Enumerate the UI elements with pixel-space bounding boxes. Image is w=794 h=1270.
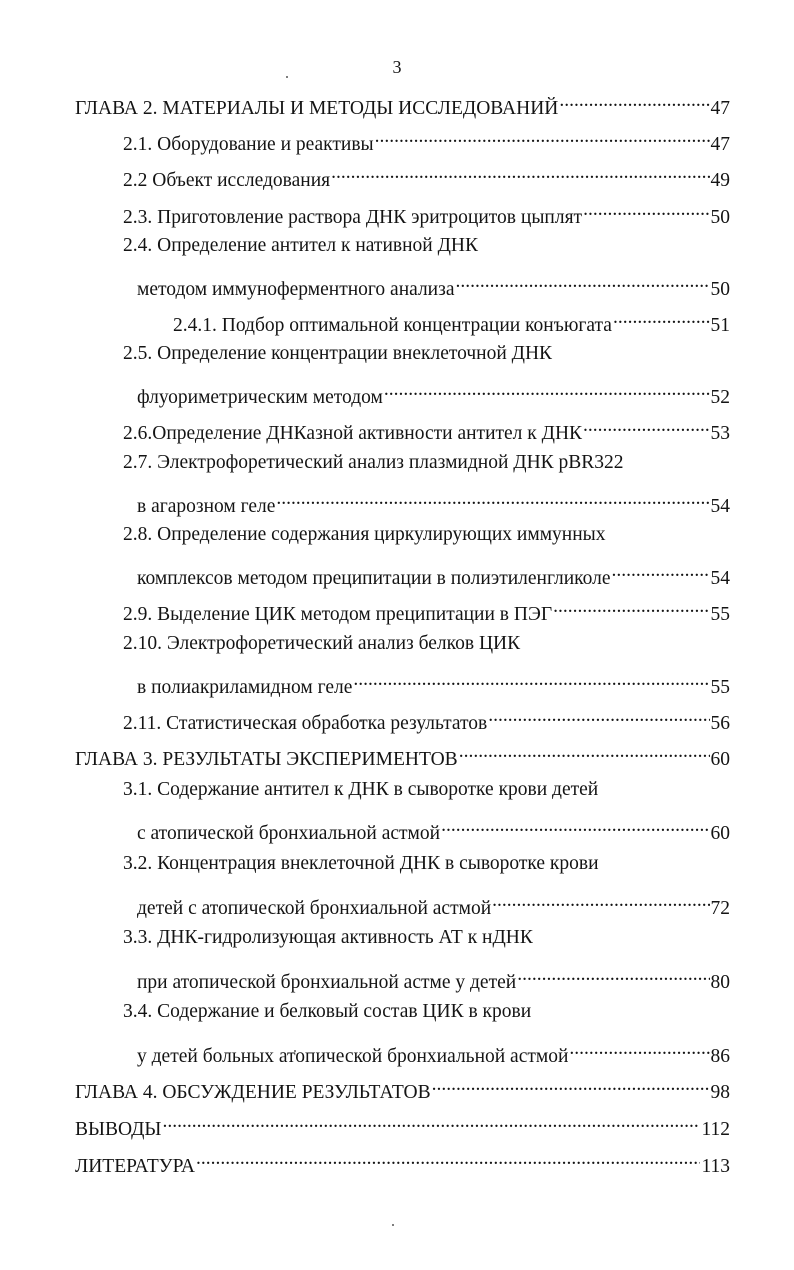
toc-entry-2-5[interactable] bbox=[137, 377, 730, 411]
dot-leader bbox=[162, 1109, 700, 1135]
toc-entry-page: 54 bbox=[710, 568, 730, 589]
dot-leader bbox=[331, 160, 709, 186]
toc-entry-page: 50 bbox=[710, 279, 730, 300]
toc-entry-page: 53 bbox=[710, 423, 730, 444]
toc-entry-page: 50 bbox=[710, 207, 730, 228]
toc-entry-2-4-1[interactable] bbox=[173, 305, 730, 339]
toc-entry-2-7[interactable] bbox=[137, 486, 730, 520]
toc-entry-page: 112 bbox=[701, 1119, 730, 1140]
dot-leader bbox=[613, 305, 710, 331]
toc-entry-chapter-3[interactable] bbox=[75, 739, 730, 773]
toc-entry-title: ГЛАВА 3. РЕЗУЛЬТАТЫ ЭКСПЕРИМЕНТОВ bbox=[75, 749, 458, 770]
toc-entry-2-9[interactable] bbox=[123, 594, 730, 628]
toc-entry-title: 2.1. Оборудование и реактивы bbox=[123, 134, 374, 155]
toc-entry-title: 2.9. Выделение ЦИК методом преципитации в ПЭГ bbox=[123, 604, 553, 625]
toc-entry-2-10-title[interactable]: 2.10. Электрофоретический анализ белков ЦИК bbox=[123, 633, 521, 654]
toc-entry-title: ЛИТЕРАТУРА bbox=[75, 1156, 195, 1177]
toc-entry-title: 2.3. Приготовление раствора ДНК эритроцитов цыплят bbox=[123, 207, 583, 228]
dot-leader bbox=[488, 703, 709, 729]
dot-leader bbox=[384, 377, 710, 403]
toc-entry-page: 113 bbox=[701, 1156, 730, 1177]
dot-leader bbox=[276, 486, 709, 512]
dot-leader bbox=[569, 1036, 709, 1062]
dot-leader bbox=[196, 1146, 700, 1172]
toc-entry-title: ВЫВОДЫ bbox=[75, 1119, 162, 1140]
toc-entry-3-1-title[interactable]: 3.1. Содержание антител к ДНК в сыворотке крови детей bbox=[123, 779, 599, 800]
toc-entry-2-1[interactable] bbox=[123, 124, 730, 158]
toc-entry-2-7-title[interactable]: 2.7. Электрофоретический анализ плазмидной ДНК pBR322 bbox=[123, 452, 624, 473]
toc-entry-2-6[interactable] bbox=[123, 413, 730, 447]
toc-entry-page: 51 bbox=[710, 315, 730, 336]
toc-entry-page: 55 bbox=[710, 604, 730, 625]
toc-entry-page: 60 bbox=[710, 749, 730, 770]
toc-entry-chapter-4[interactable] bbox=[75, 1072, 730, 1106]
toc-entry-title: ГЛАВА 4. ОБСУЖДЕНИЕ РЕЗУЛЬТАТОВ bbox=[75, 1082, 431, 1103]
dot-leader bbox=[553, 594, 709, 620]
toc-entry-page: 52 bbox=[710, 387, 730, 408]
toc-entry-continuation: детей с атопической бронхиальной астмой bbox=[137, 898, 492, 919]
dot-leader bbox=[492, 888, 709, 914]
dot-leader bbox=[441, 813, 709, 839]
toc-entry-page: 80 bbox=[710, 972, 730, 993]
toc-entry-conclusions[interactable] bbox=[75, 1109, 730, 1143]
toc-entry-page: 55 bbox=[710, 677, 730, 698]
toc-entry-page: 47 bbox=[710, 134, 730, 155]
toc-entry-title: 2.2 Объект исследования bbox=[123, 170, 331, 191]
toc-entry-page: 86 bbox=[710, 1046, 730, 1067]
toc-entry-page: 60 bbox=[710, 823, 730, 844]
toc-entry-title: 2.11. Статистическая обработка результатов bbox=[123, 713, 488, 734]
toc-entry-2-8[interactable] bbox=[137, 558, 730, 592]
toc-entry-3-2-title[interactable]: 3.2. Концентрация внеклеточной ДНК в сыворотке крови bbox=[123, 853, 599, 874]
toc-entry-page: 49 bbox=[710, 170, 730, 191]
toc-entry-2-11[interactable] bbox=[123, 703, 730, 737]
toc-entry-page: 54 bbox=[710, 496, 730, 517]
toc-entry-3-3[interactable] bbox=[137, 962, 730, 996]
toc-entry-continuation: в полиакриламидном геле bbox=[137, 677, 353, 698]
toc-entry-page: 72 bbox=[710, 898, 730, 919]
toc-entry-continuation: с атопической бронхиальной астмой bbox=[137, 823, 441, 844]
dot-leader bbox=[353, 667, 709, 693]
toc-entry-title: 2.4.1. Подбор оптимальной концентрации конъюгата bbox=[173, 315, 612, 336]
dot-leader bbox=[432, 1072, 710, 1098]
toc-entry-references[interactable] bbox=[75, 1146, 730, 1180]
toc-entry-page: 56 bbox=[710, 713, 730, 734]
toc-entry-continuation: методом иммуноферментного анализа bbox=[137, 279, 455, 300]
toc-entry-chapter-2[interactable] bbox=[75, 88, 730, 122]
toc-entry-continuation: комплексов методом преципитации в полиэтиленгликоле bbox=[137, 568, 611, 589]
dot-leader bbox=[559, 88, 709, 114]
dot-leader bbox=[583, 197, 709, 223]
dot-leader bbox=[612, 558, 710, 584]
toc-entry-continuation: в агарозном геле bbox=[137, 496, 276, 517]
page-number: 3 bbox=[392, 57, 402, 77]
toc-entry-3-4-title[interactable]: 3.4. Содержание и белковый состав ЦИК в крови bbox=[123, 1001, 532, 1022]
toc-entry-2-4[interactable] bbox=[137, 269, 730, 303]
dot-leader bbox=[517, 962, 709, 988]
toc-entry-3-1[interactable] bbox=[137, 813, 730, 847]
toc-entry-3-4[interactable] bbox=[137, 1036, 730, 1070]
toc-entry-continuation: у детей больных атопической бронхиальной астмой bbox=[137, 1046, 569, 1067]
dot-leader bbox=[583, 413, 709, 439]
toc-entry-title: 2.6.Определение ДНКазной активности антител к ДНК bbox=[123, 423, 583, 444]
toc-entry-2-8-title[interactable]: 2.8. Определение содержания циркулирующих иммунных bbox=[123, 524, 606, 545]
toc-entry-continuation: флуориметрическим методом bbox=[137, 387, 383, 408]
toc-entry-2-3[interactable] bbox=[123, 197, 730, 231]
toc-entry-2-5-title[interactable]: 2.5. Определение концентрации внеклеточной ДНК bbox=[123, 343, 553, 364]
toc-entry-title: ГЛАВА 2. МАТЕРИАЛЫ И МЕТОДЫ ИССЛЕДОВАНИЙ bbox=[75, 98, 559, 119]
toc-entry-2-4-title[interactable]: 2.4. Определение антител к нативной ДНК bbox=[123, 235, 478, 256]
dot-leader bbox=[455, 269, 709, 295]
dot-leader bbox=[459, 739, 710, 765]
toc-entry-continuation: при атопической бронхиальной астме у детей bbox=[137, 972, 517, 993]
toc-entry-3-3-title[interactable]: 3.3. ДНК-гидролизующая активность АТ к нДНК bbox=[123, 927, 533, 948]
dot-leader bbox=[375, 124, 710, 150]
toc-entry-3-2[interactable] bbox=[137, 888, 730, 922]
toc-entry-2-2[interactable] bbox=[123, 160, 730, 194]
toc-entry-2-10[interactable] bbox=[137, 667, 730, 701]
toc-entry-page: 98 bbox=[710, 1082, 730, 1103]
toc-entry-page: 47 bbox=[710, 98, 730, 119]
